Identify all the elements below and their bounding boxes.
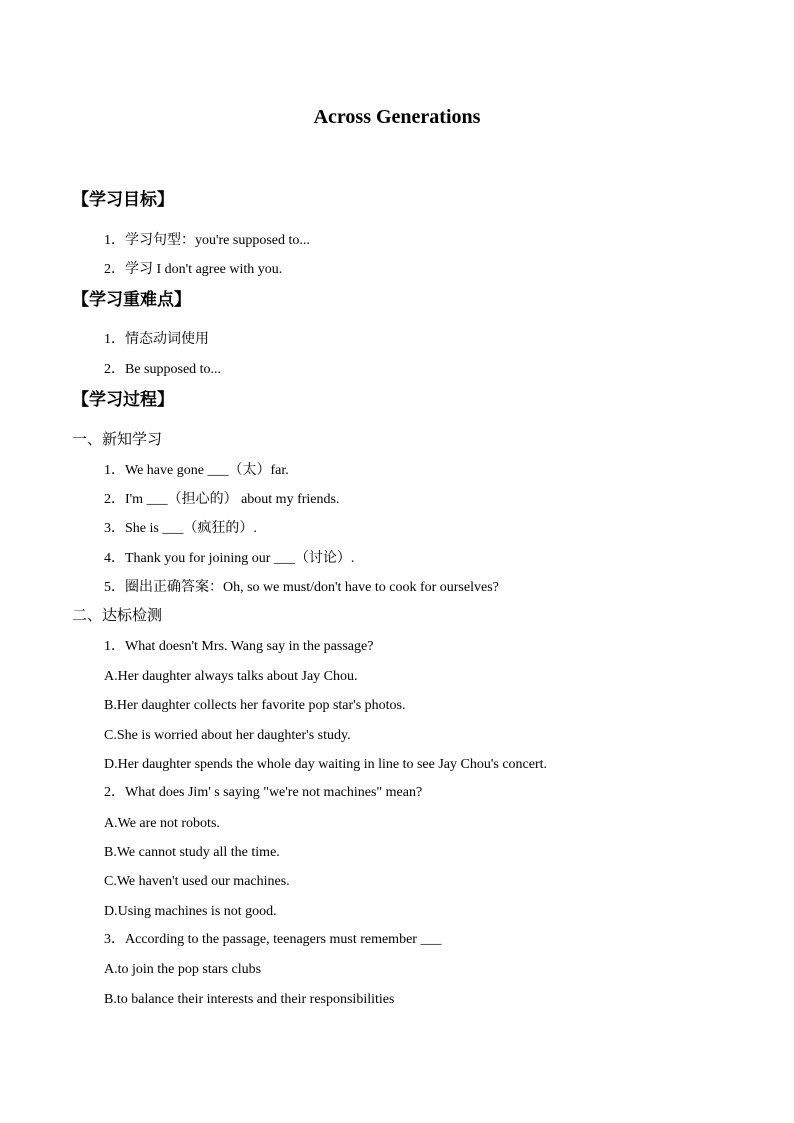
key-point-item-2: 2．Be supposed to... <box>104 362 222 377</box>
question-1-option-b: B.Her daughter collects her favorite pop star's photos. <box>104 698 406 713</box>
question-3-option-b: B.to balance their interests and their responsibilities <box>104 992 395 1007</box>
question-1-option-a: A.Her daughter always talks about Jay Chou. <box>104 669 358 684</box>
new-knowledge-item-3: 3．She is ___（疯狂的）. <box>104 521 257 536</box>
key-points-heading: 【学习重难点】 <box>72 290 191 310</box>
section-new-knowledge-label: 一、新知学习 <box>72 432 163 448</box>
question-1-option-c: C.She is worried about her daughter's study. <box>104 728 351 743</box>
question-1: 1．What doesn't Mrs. Wang say in the passage? <box>104 639 374 654</box>
question-2-option-a: A.We are not robots. <box>104 816 220 831</box>
new-knowledge-item-1: 1．We have gone ___（太）far. <box>104 463 289 478</box>
new-knowledge-item-4: 4．Thank you for joining our ___（讨论）. <box>104 551 355 566</box>
document-title: Across Generations <box>313 106 481 128</box>
process-heading: 【学习过程】 <box>72 390 174 410</box>
section-test-label: 二、达标检测 <box>72 608 163 624</box>
objective-item-1: 1．学习句型：you're supposed to... <box>104 233 310 248</box>
question-1-option-d: D.Her daughter spends the whole day waiting in line to see Jay Chou's concert. <box>104 757 548 772</box>
question-2: 2．What does Jim' s saying "we're not machines" mean? <box>104 785 423 800</box>
objectives-heading: 【学习目标】 <box>72 190 174 210</box>
question-3-option-a: A.to join the pop stars clubs <box>104 962 262 977</box>
question-3: 3．According to the passage, teenagers must remember ___ <box>104 932 442 947</box>
question-2-option-b: B.We cannot study all the time. <box>104 845 280 860</box>
key-point-item-1: 1．情态动词使用 <box>104 332 209 347</box>
new-knowledge-item-5: 5．圈出正确答案：Oh, so we must/don't have to cook for ourselves? <box>104 580 499 595</box>
new-knowledge-item-2: 2．I'm ___（担心的） about my friends. <box>104 492 340 507</box>
question-2-option-d: D.Using machines is not good. <box>104 904 277 919</box>
objective-item-2: 2．学习 I don't agree with you. <box>104 262 283 277</box>
question-2-option-c: C.We haven't used our machines. <box>104 874 290 889</box>
